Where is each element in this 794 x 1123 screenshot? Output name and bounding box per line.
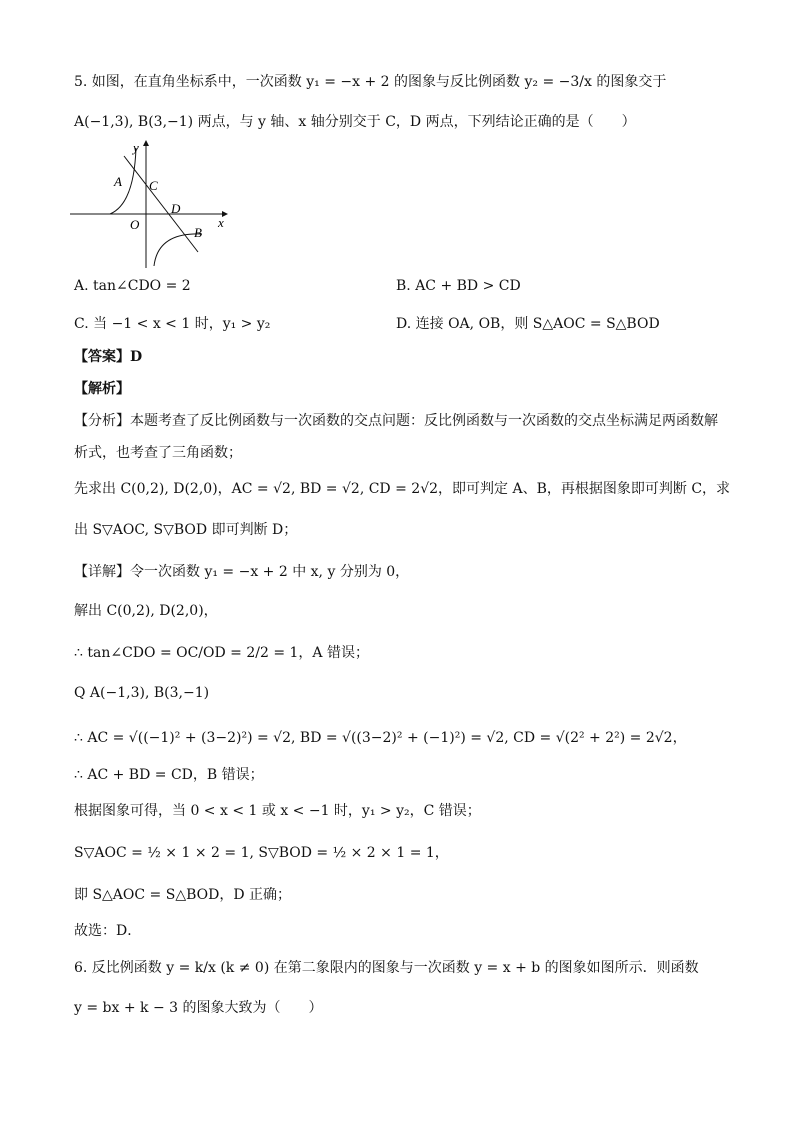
analysis-line-1: 【分析】本题考查了反比例函数与一次函数的交点问题：反比例函数与一次函数的交点坐标满足两函数解 [74,413,718,429]
linear-function-line [124,156,198,252]
q5-option-d: D. 连接 OA, OB，则 S△AOC = S△BOD [396,316,660,332]
graph-label-O: O [130,217,140,232]
detail-line-2: 解出 C(0,2), D(2,0)， [74,603,218,619]
q5-stem-line2: A(−1,3), B(3,−1) 两点，与 y 轴、x 轴分别交于 C，D 两点，下列结论正确的是（ ） [74,114,636,130]
y-axis-arrow-icon [143,140,149,146]
analysis-heading: 【解析】 [74,381,130,397]
detail-line-1: 【详解】令一次函数 y₁ = −x + 2 中 x, y 分别为 0， [74,564,410,580]
q5-option-c: C. 当 −1 < x < 1 时，y₁ > y₂ [74,316,271,332]
graph-label-y: y [133,140,139,155]
detail-line-5: ∴ AC = √((−1)² + (3−2)²) = √2, BD = √((3−2)² + (−1)²) = √2, CD = √(2² + 2²) = 2√2， [74,730,687,746]
analysis-line-3: 先求出 C(0,2), D(2,0)，AC = √2, BD = √2, CD = 2√2，即可判定 A、B，再根据图象即可判断 C，求 [74,481,731,497]
detail-line-3: ∴ tan∠CDO = OC/OD = 2/2 = 1，A 错误； [74,645,369,661]
graph-label-B: B [194,225,202,240]
graph-label-A: A [114,174,122,189]
graph-label-x: x [218,215,224,230]
detail-line-4: Q A(−1,3), B(3,−1) [74,685,210,701]
analysis-line-4: 出 S▽AOC, S▽BOD 即可判断 D； [74,522,298,538]
detail-line-10: 故选：D． [74,923,142,939]
q5-function-graph [70,140,230,270]
q6-stem-line2: y = bx + k − 3 的图象大致为（ ） [74,1000,323,1016]
q5-option-a: A. tan∠CDO = 2 [74,278,191,294]
q5-stem-line1: 5. 如图，在直角坐标系中，一次函数 y₁ = −x + 2 的图象与反比例函数 y₂ = −3/x 的图象交于 [74,74,667,90]
graph-label-D: D [171,201,181,216]
detail-line-6: ∴ AC + BD = CD，B 错误； [74,767,264,783]
detail-line-7: 根据图象可得，当 0 < x < 1 或 x < −1 时，y₁ > y₂，C 错误； [74,803,481,819]
analysis-line-2: 析式，也考查了三角函数； [74,445,242,461]
answer-label: 【答案】D [74,349,143,365]
graph-label-C: C [149,178,158,193]
detail-line-8: S▽AOC = ½ × 1 × 2 = 1, S▽BOD = ½ × 2 × 1 = 1， [74,845,449,861]
q5-option-b: B. AC + BD > CD [396,278,521,294]
q6-stem-line1: 6. 反比例函数 y = k/x (k ≠ 0) 在第二象限内的图象与一次函数 y = x + b 的图象如图所示．则函数 [74,960,699,976]
detail-line-9: 即 S△AOC = S△BOD，D 正确； [74,887,292,903]
